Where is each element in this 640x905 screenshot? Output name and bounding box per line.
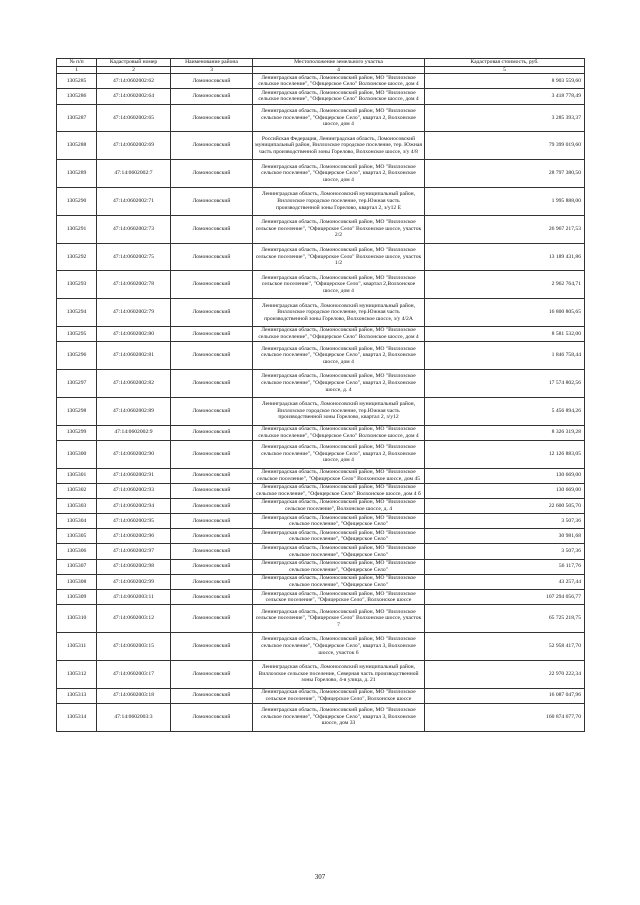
cell-cadastral-number: 47:14:0602002:99 [97,574,171,589]
cell-cadastral-number: 47:14:0602002:73 [97,215,171,243]
table-row [57,132,585,160]
cell-cadastral-value: 22 970 222,34 [425,660,585,688]
cell-district: Ломоносовский [171,299,253,327]
cell-location: Ленинградская область, Ломоносовский муниципальный район, Виллозское городское поселение, тер.Южная часть производственной зоны Горелово, квартал 2, з/у12 Е [253,187,425,215]
cell-district: Ломоносовский [171,468,253,483]
cell-cadastral-value: 130 669,00 [425,483,585,498]
table-row [57,104,585,132]
cell-number: 1305306 [57,544,97,559]
table-row [57,89,585,104]
cell-cadastral-value: 12 126 883,05 [425,440,585,468]
cell-cadastral-number: 47:14:0602003:11 [97,590,171,605]
cell-number: 1305286 [57,89,97,104]
cell-cadastral-value: 16 087 047,96 [425,688,585,703]
cell-location: Ленинградская область, Ломоносовский район, МО "Виллозское сельское поселение", "Офицерское Село", квартал 2, Волхонское шоссе, дом 4 [253,342,425,370]
cell-cadastral-value: 130 669,00 [425,468,585,483]
cell-location: Ленинградская область, Ломоносовский район, МО "Виллозское сельское поселение", "Офицерское Село" Волхонское шоссе, дом 4 [253,89,425,104]
cell-district: Ломоносовский [171,688,253,703]
cell-cadastral-value: 160 874 677,70 [425,703,585,731]
table-row [57,215,585,243]
cell-district: Ломоносовский [171,590,253,605]
table-row [57,243,585,271]
cell-cadastral-value: 17 574 802,56 [425,369,585,397]
cell-cadastral-value: 8 581 532,00 [425,326,585,341]
cell-number: 1305290 [57,187,97,215]
cell-district: Ломоносовский [171,160,253,188]
table-row [57,574,585,589]
cell-district: Ломоносовский [171,132,253,160]
cell-number: 1305310 [57,605,97,633]
cell-cadastral-number: 47:14:0602002:80 [97,326,171,341]
cell-number: 1305300 [57,440,97,468]
header-cell-cadastral: Кадастровый номер [97,59,171,67]
cell-cadastral-number: 47:14:0602002:91 [97,468,171,483]
table-row [57,590,585,605]
cell-district: Ломоносовский [171,425,253,440]
cell-location: Ленинградская область, Ломоносовский муниципальный район, Виллозское сельское поселение, Северная часть производственной зоны Горелово, 4-я улица, д. 21 [253,660,425,688]
cell-district: Ломоносовский [171,605,253,633]
header-cell-district: Наименование района [171,59,253,67]
cell-cadastral-value: 16 800 805,65 [425,299,585,327]
cell-cadastral-number: 47:14:0602002:89 [97,397,171,425]
cell-district: Ломоносовский [171,498,253,513]
cell-cadastral-number: 47:14:0602002:9 [97,425,171,440]
cell-cadastral-value: 26 967 217,53 [425,215,585,243]
cell-number: 1305291 [57,215,97,243]
cell-cadastral-number: 47:14:0602002:97 [97,544,171,559]
cadastral-value-table [56,58,585,732]
cell-district: Ломоносовский [171,544,253,559]
cell-district: Ломоносовский [171,514,253,529]
header-cell-location: Местоположение земельного участка [253,59,425,67]
cell-number: 1305285 [57,74,97,89]
cell-district: Ломоносовский [171,271,253,299]
cell-number: 1305298 [57,397,97,425]
cell-cadastral-number: 47:14:0602002:96 [97,529,171,544]
cell-location: Ленинградская область, Ломоносовский муниципальный район, Виллозское городское поселение, тер.Южная часть производственной зоны Горелово, Волхонское шоссе, з/у 4/2А [253,299,425,327]
cell-location: Ленинградская область, Ломоносовский район, МО "Виллозское сельское поселение", "Офицерское Село" [253,574,425,589]
cell-location: Ленинградская область, Ломоносовский район, МО "Виллозское сельское поселение", "Офицерское Село" [253,529,425,544]
table-row [57,660,585,688]
cell-location: Ленинградская область, Ломоносовский район, МО "Виллозское сельское поселение", "Офицерское Село", квартал 3, Волхонское шоссе, дом 33 [253,703,425,731]
table-row [57,559,585,574]
cell-location: Ленинградская область, Ломоносовский район, МО "Виллозское сельское поселение", "Офицерское Село", квартал 3, Волхонское шоссе, участок 6 [253,632,425,660]
cell-cadastral-number: 47:14:0602002:93 [97,483,171,498]
table-row [57,397,585,425]
document-page [56,58,584,732]
cell-number: 1305293 [57,271,97,299]
cell-location: Ленинградская область, Ломоносовский район, МО "Виллозское сельское поселение", "Офицерское Село", квартал 2, Волхонское шоссе, дом 4 [253,160,425,188]
cell-cadastral-number: 47:14:0602003:12 [97,605,171,633]
table-header [57,59,585,74]
cell-district: Ломоносовский [171,342,253,370]
cell-cadastral-number: 47:14:0602002:95 [97,514,171,529]
cell-district: Ломоносовский [171,89,253,104]
cell-cadastral-value: 56 117,76 [425,559,585,574]
cell-district: Ломоносовский [171,574,253,589]
cell-district: Ломоносовский [171,703,253,731]
table-body [57,74,585,731]
table-row [57,529,585,544]
table-row [57,74,585,89]
cell-location: Ленинградская область, Ломоносовский район, МО "Виллозское сельское поселение", "Офицерское Село" Волхонское шоссе, участок 2/2 [253,215,425,243]
table-row [57,369,585,397]
cell-district: Ломоносовский [171,187,253,215]
header-row [57,59,585,67]
cell-number: 1305296 [57,342,97,370]
cell-district: Ломоносовский [171,74,253,89]
cell-location: Ленинградская область, Ломоносовский район, МО "Виллозское сельское поселение", "Офицерское Село" [253,559,425,574]
page-number: 307 [314,873,326,881]
table-row [57,483,585,498]
cell-cadastral-number: 47:14:0602002:71 [97,187,171,215]
cell-location: Ленинградская область, Ломоносовский район, МО "Виллозское сельское поселение", "Офицерское Село" Волхонское шоссе, участок 1/2 [253,243,425,271]
table-row [57,160,585,188]
table-row [57,514,585,529]
cell-location: Ленинградская область, Ломоносовский район, МО "Виллозское сельское поселение", "Офицерское Село" [253,544,425,559]
cell-number: 1305305 [57,529,97,544]
cell-cadastral-number: 47:14:0602002:78 [97,271,171,299]
cell-location: Ленинградская область, Ломоносовский муниципальный район, Виллозское городское поселение, тер.Южная часть производственной зоны Горелово, квартал 2, з/у12 [253,397,425,425]
cell-cadastral-value: 30 981,68 [425,529,585,544]
table-row [57,544,585,559]
cell-cadastral-value: 79 399 019,60 [425,132,585,160]
cell-cadastral-number: 47:14:0602002:7 [97,160,171,188]
cell-cadastral-value: 22 600 505,70 [425,498,585,513]
table-row [57,326,585,341]
cell-cadastral-number: 47:14:0602002:75 [97,243,171,271]
cell-location: Ленинградская область, Ломоносовский район, МО "Виллозское сельское поселение", "Офицерское Село" Волхонское шоссе, дом 4 [253,425,425,440]
cell-location: Ленинградская область, Ломоносовский район, МО "Виллозское сельское поселение", "Офицерское Село" Волхонское шоссе, дом 4 [253,326,425,341]
cell-cadastral-number: 47:14:0602002:69 [97,132,171,160]
cell-location: Ленинградская область, Ломоносовский район, МО "Виллозское сельское поселение", "Офицерское Село" Волхонское шоссе, дом 45 [253,468,425,483]
cell-cadastral-value: 43 257,44 [425,574,585,589]
table-row [57,425,585,440]
cell-cadastral-number: 47:14:0602002:64 [97,89,171,104]
cell-number: 1305309 [57,590,97,605]
cell-location: Ленинградская область, Ломоносовский район, МО "Виллозское сельское поселение", "Офицерское Село", Волхонское шоссе [253,688,425,703]
table-row [57,703,585,731]
cell-district: Ломоносовский [171,243,253,271]
cell-district: Ломоносовский [171,529,253,544]
header-cell-number: № п/п [57,59,97,67]
cell-cadastral-value: 8 326 319,28 [425,425,585,440]
cell-number: 1305301 [57,468,97,483]
header-cell-value: Кадастровая стоимость, руб. [425,59,585,67]
cell-number: 1305287 [57,104,97,132]
cell-number: 1305295 [57,326,97,341]
cell-location: Ленинградская область, Ломоносовский район, МО "Виллозское сельское поселение", "Офицерское Село", квартал 2, Волхонское шоссе, дом 4 [253,440,425,468]
cell-number: 1305299 [57,425,97,440]
cell-cadastral-number: 47:14:0602002:79 [97,299,171,327]
cell-location: Ленинградская область, Ломоносовский район, МО "Виллозское сельское поселение", "Офицерское Село", Волхонское шоссе [253,590,425,605]
cell-cadastral-value: 28 797 380,50 [425,160,585,188]
table-row [57,187,585,215]
table-row [57,440,585,468]
table-row [57,632,585,660]
cell-district: Ломоносовский [171,104,253,132]
cell-district: Ломоносовский [171,369,253,397]
table-row [57,498,585,513]
column-number: 3 [171,66,253,74]
cell-cadastral-number: 47:14:0602003:17 [97,660,171,688]
column-number-row [57,66,585,74]
table-row [57,688,585,703]
cell-district: Ломоносовский [171,660,253,688]
cell-number: 1305307 [57,559,97,574]
cell-cadastral-value: 1 846 758,44 [425,342,585,370]
cell-number: 1305303 [57,498,97,513]
cell-district: Ломоносовский [171,559,253,574]
cell-number: 1305302 [57,483,97,498]
cell-cadastral-number: 47:14:0602002:65 [97,104,171,132]
cell-cadastral-value: 1 995 888,00 [425,187,585,215]
cell-number: 1305297 [57,369,97,397]
cell-cadastral-value: 52 958 417,70 [425,632,585,660]
cell-cadastral-number: 47:14:0602002:94 [97,498,171,513]
cell-district: Ломоносовский [171,483,253,498]
cell-number: 1305313 [57,688,97,703]
cell-number: 1305292 [57,243,97,271]
cell-cadastral-number: 47:14:0602003:15 [97,632,171,660]
table-row [57,342,585,370]
cell-cadastral-value: 8 903 559,60 [425,74,585,89]
cell-district: Ломоносовский [171,397,253,425]
cell-number: 1305308 [57,574,97,589]
cell-number: 1305312 [57,660,97,688]
cell-cadastral-number: 47:14:0602003:3 [97,703,171,731]
table-row [57,468,585,483]
cell-location: Ленинградская область, Ломоносовский район, МО "Виллозское сельское поселение", "Офицерское Село" Волхонское шоссе, дом 4 б [253,483,425,498]
column-number: 5 [425,66,585,74]
cell-cadastral-number: 47:14:0602002:81 [97,342,171,370]
cell-location: Ленинградская область, Ломоносовский район, МО "Виллозское сельское поселение", "Офицерское Село" [253,514,425,529]
cell-number: 1305289 [57,160,97,188]
column-number: 1 [57,66,97,74]
cell-number: 1305288 [57,132,97,160]
cell-cadastral-value: 3 418 778,49 [425,89,585,104]
table-row [57,299,585,327]
cell-cadastral-value: 5 456 894,26 [425,397,585,425]
cell-location: Ленинградская область, Ломоносовский район, МО "Виллозское сельское поселение", "Офицерское Село", квартал 2,Волхонское шоссе, дом 4 [253,271,425,299]
cell-cadastral-value: 65 725 218,75 [425,605,585,633]
cell-cadastral-value: 107 294 056,77 [425,590,585,605]
cell-cadastral-value: 13 189 431,86 [425,243,585,271]
cell-cadastral-number: 47:14:0602002:90 [97,440,171,468]
table-row [57,605,585,633]
cell-district: Ломоносовский [171,632,253,660]
cell-location: Ленинградская область, Ломоносовский район, МО "Виллозское сельское поселение", Волхонское шоссе, д. 4 [253,498,425,513]
cell-cadastral-value: 3 285 393,37 [425,104,585,132]
table-row [57,271,585,299]
cell-district: Ломоносовский [171,215,253,243]
cell-cadastral-number: 47:14:0602002:62 [97,74,171,89]
cell-district: Ломоносовский [171,326,253,341]
cell-location: Ленинградская область, Ломоносовский район, МО "Виллозское сельское поселение", "Офицерское Село" Волхонское шоссе, дом 4 [253,74,425,89]
cell-cadastral-number: 47:14:0602003:18 [97,688,171,703]
cell-district: Ломоносовский [171,440,253,468]
cell-number: 1305304 [57,514,97,529]
cell-number: 1305314 [57,703,97,731]
cell-number: 1305294 [57,299,97,327]
column-number: 2 [97,66,171,74]
cell-location: Ленинградская область, Ломоносовский район, МО "Виллозское сельское поселение", "Офицерское Село" Волхонское шоссе, участок 7 [253,605,425,633]
cell-number: 1305311 [57,632,97,660]
cell-location: Российская Федерация, Ленинградская область, Ломоносовский муниципальный район, Виллозское городское поселение, тер. Южная часть производственной зоны Горелово, Волхонское шоссе, з/у 4/8 [253,132,425,160]
column-number: 4 [253,66,425,74]
cell-cadastral-number: 47:14:0602002:98 [97,559,171,574]
cell-location: Ленинградская область, Ломоносовский район, МО "Виллозское сельское поселение", "Офицерское Село", квартал 2, Волхонское шоссе, д. 4 [253,369,425,397]
cell-cadastral-value: 3 507,36 [425,544,585,559]
cell-cadastral-value: 3 507,36 [425,514,585,529]
cell-cadastral-value: 2 962 764,71 [425,271,585,299]
cell-location: Ленинградская область, Ломоносовский район, МО "Виллозское сельское поселение", "Офицерское Село", квартал 2, Волхонское шоссе, дом 4 [253,104,425,132]
cell-cadastral-number: 47:14:0602002:82 [97,369,171,397]
